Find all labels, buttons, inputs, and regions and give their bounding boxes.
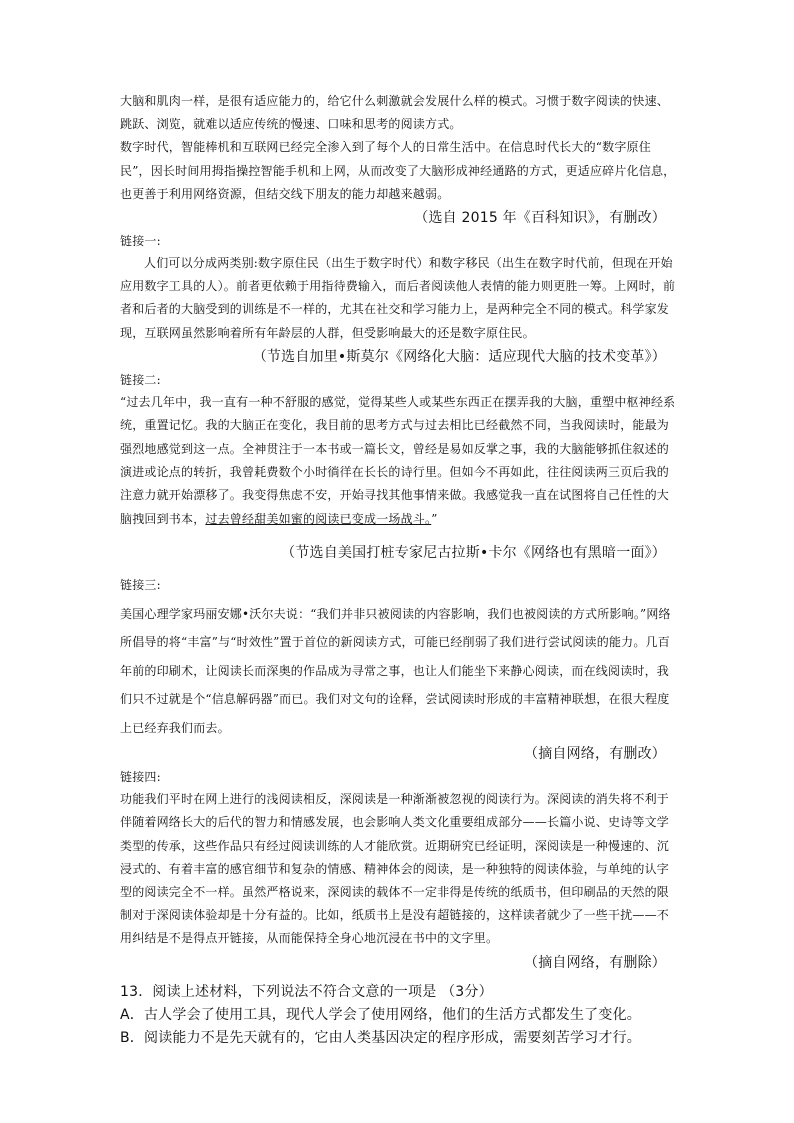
link4-label: 链接四: xyxy=(120,770,161,785)
link2-label: 链接二: xyxy=(120,372,161,387)
link2-text xyxy=(120,391,680,531)
intro-paragraph-2: 数字时代，智能棒机和互联网已经完全渗入到了每个人的日常生活中。在信息时代长大的“数字原住民”，因长时间用拇指操控智能手机和上网，从而改变了大脑形成神经通路的方式，更适应碎片化信息，也更善于利用网络资源，但结交线下朋友的能力却越来越弱。 xyxy=(120,140,676,201)
link3-label: 链接三: xyxy=(120,578,161,593)
intro-source: （选自 2015 年《百科知识》，有删改） xyxy=(414,210,666,227)
link2-text-a: “过去几年中，我一直有一种不舒服的感觉，觉得某些人或某些东西正在摆弄我的大脑，重塑中枢神经系统，重置记忆。我的大脑正在变化，我目前的思考方式与过去相比已经截然不同，当我阅读时，能最为强烈地感觉到这一点。全神贯注于一本书或一篇长文，曾经是易如反掌之事，我的大脑能够抓住叙述的演进或论点的转折，我曾耗费数个小时徜徉在长长的诗行里。但如今不再如此，往往阅读两三页后我的注意力就开始漂移了。我变得焦虑不安，开始寻找其他事情来做。我感觉我一直在试图将自己任性的大脑拽回到书本， xyxy=(120,394,676,526)
link4-text: 功能我们平时在网上进行的浅阅读相反，深阅读是一种渐渐被忽视的阅读行为。深阅读的消失将不利于伴随着网络长大的后代的智力和情感发展，也会影响人类文化重要组成部分——长篇小说、史诗等文学类型的传承，这些作品只有经过阅读训练的人才能欣赏。近期研究已经证明，深阅读是一种慢速的、沉浸式的、有着丰富的感官细节和复杂的情感、精神体会的阅读，是一种独特的阅读体验，与单纯的认字型的阅读完全不一样。虽然严格说来，深阅读的载体不一定非得是传统的纸质书，但印刷品的天然的限制对于深阅读体验却是十分有益的。比如，纸质书上是没有超链接的，这样读者就少了一些干扰——不用纠结是不是得点开链接，从而能保持全身心地沉浸在书中的文字里。 xyxy=(120,792,670,946)
link1-section xyxy=(120,230,680,369)
link4-section xyxy=(120,766,680,974)
link2-source: （节选自美国打桩专家尼古拉斯•卡尔《网络也有黑暗一面》） xyxy=(281,545,666,562)
link4-source: （摘自网络，有删除） xyxy=(524,954,666,971)
question-option-a: A．古人学会了使用工具，现代人学会了使用网络，他们的生活方式都发生了变化。 xyxy=(120,1006,641,1023)
document-body xyxy=(120,90,680,1050)
intro-paragraph-1: 大脑和肌肉一样，是很有适应能力的，给它什么刺激就会发展什么样的模式。习惯于数字阅读的快速、跳跃、浏览，就难以适应传统的慢速、口味和思考的阅读方式。 xyxy=(120,94,670,132)
link3-source: （摘自网络，有删改） xyxy=(524,746,666,763)
link2-underlined-text: 过去曾经甜美如蜜的阅读已变成一场战斗。 xyxy=(205,511,432,526)
question-option-b: B．阅读能力不是先天就有的，它由人类基因决定的程序形成，需要刻苦学习才行。 xyxy=(120,1029,642,1046)
link1-source: （节选自加里•斯莫尔《网络化大脑：适应现代大脑的技术变革》） xyxy=(252,348,666,365)
link3-text: 美国心理学家玛丽安娜•沃尔夫说：“我们并非只被阅读的内容影响，我们也被阅读的方式所影响。”网络所倡导的将“丰富”与“时效性”置于首位的新阅读方式，可能已经削弱了我们进行尝试阅读的能力。几百年前的印刷术，让阅读长而深奥的作品成为寻常之事，也让人们能坐下来静心阅读，而在线阅读时，我们只不过就是个“信息解码器”而已。我们对文句的诠释，尝试阅读时形成的丰富精神联想，在很大程度上已经弃我们而去。 xyxy=(120,606,671,735)
intro-section xyxy=(120,90,680,230)
link1-text: 人们可以分成两类别:数字原住民（出生于数字时代）和数字移民（出生在数字时代前，但现在开始应用数字工具的人）。前者更依赖于用指待费输入，而后者阅读他人表情的能力则更胜一筹。上网时，前者和后者的大脑受到的训练是不一样的，尤其在社交和学习能力上，是两种完全不同的模式。科学家发现，互联网虽然影响着所有年龄层的人群，但受影响最大的还是数字原住民。 xyxy=(120,256,676,340)
link2-section xyxy=(120,369,680,565)
link1-label: 链接一: xyxy=(120,234,161,249)
question-section xyxy=(120,981,680,1050)
question-title: 13．阅读上述材料，下列说法不符合文意的一项是 （3分） xyxy=(120,983,493,1000)
link2-text-b: ” xyxy=(431,511,438,526)
link3-section xyxy=(120,571,680,742)
